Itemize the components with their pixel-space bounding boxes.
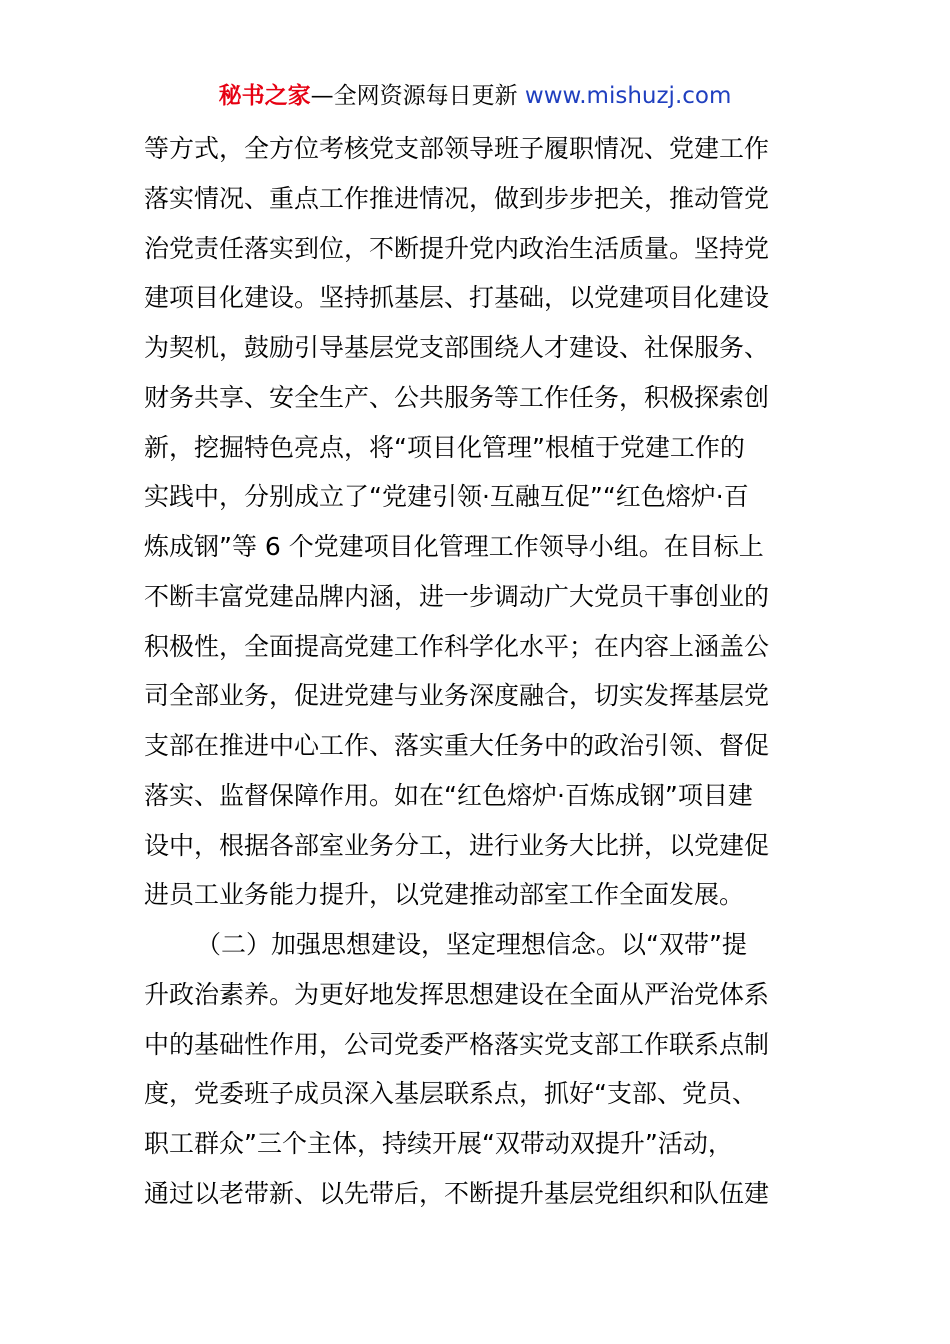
text-line: 治党责任落实到位，不断提升党内政治生活质量。坚持党	[144, 233, 770, 263]
text-line: 进员工业务能力提升，以党建推动部室工作全面发展。	[144, 880, 745, 910]
text-line: 炼成钢”等 6 个党建项目化管理工作领导小组。在目标上	[144, 532, 764, 561]
text-line: 设中，根据各部室业务分工，进行业务大比拼，以党建促	[144, 830, 770, 860]
section-heading-line: （二）加强思想建设，坚定理想信念。以“双带”提	[196, 930, 747, 959]
text-line: 财务共享、安全生产、公共服务等工作任务，积极探索创	[144, 382, 770, 412]
text-line: 中的基础性作用，公司党委严格落实党支部工作联系点制	[144, 1029, 770, 1059]
text-line: 建项目化建设。坚持抓基层、打基础，以党建项目化建设	[144, 283, 770, 313]
text-line: 等方式，全方位考核党支部领导班子履职情况、党建工作	[144, 134, 770, 163]
site-url-link[interactable]: www.mishuzj.com	[524, 83, 732, 109]
text-line: 升政治素养。为更好地发挥思想建设在全面从严治党体系	[144, 979, 770, 1009]
site-brand: 秘书之家	[218, 83, 311, 109]
text-line: 为契机，鼓励引导基层党支部围绕人才建设、社保服务、	[144, 333, 770, 362]
text-line: 落实情况、重点工作推进情况，做到步步把关，推动管党	[144, 183, 770, 213]
site-tagline: —全网资源每日更新	[310, 83, 525, 109]
page-header	[0, 80, 950, 112]
text-line: 通过以老带新、以先带后，不断提升基层党组织和队伍建	[144, 1178, 770, 1208]
text-line: 支部在推进中心工作、落实重大任务中的政治引领、督促	[144, 731, 770, 760]
text-line: 司全部业务，促进党建与业务深度融合，切实发挥基层党	[144, 681, 770, 711]
document-body	[144, 124, 814, 1219]
text-line: 度，党委班子成员深入基层联系点，抓好“支部、党员、	[144, 1079, 757, 1109]
text-line: 不断丰富党建品牌内涵，进一步调动广大党员干事创业的	[144, 581, 770, 611]
text-line: 新，挖掘特色亮点，将“项目化管理”根植于党建工作的	[144, 432, 745, 462]
text-line: 职工群众”三个主体，持续开展“双带动双提升”活动，	[144, 1129, 733, 1158]
text-line: 实践中，分别成立了“党建引领·互融互促”“红色熔炉·百	[144, 482, 749, 512]
text-line: 落实、监督保障作用。如在“红色熔炉·百炼成钢”项目建	[144, 780, 753, 810]
text-line: 积极性，全面提高党建工作科学化水平；在内容上涵盖公	[144, 631, 770, 661]
